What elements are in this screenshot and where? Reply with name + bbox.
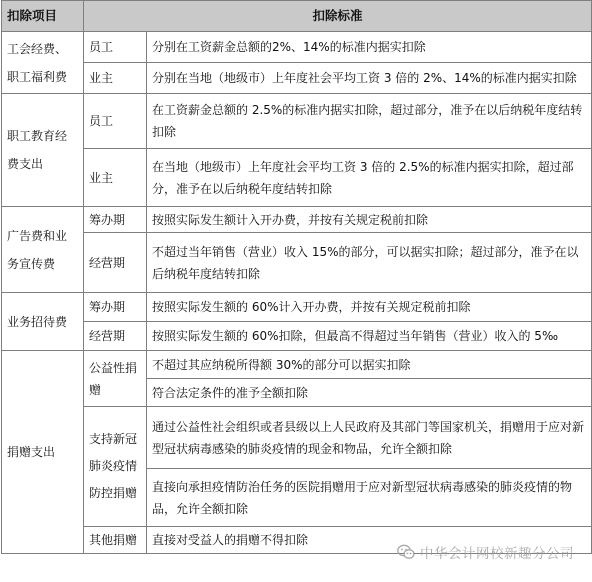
table-row: [2, 63, 592, 94]
watermark: [397, 542, 574, 562]
table-row: [2, 207, 592, 233]
category-cell: 职工教育经费支出: [2, 94, 84, 207]
header-deduction-item: 扣除项目: [2, 1, 84, 32]
table-row: [2, 322, 592, 351]
table-row: [2, 351, 592, 379]
category-cell: 广告费和业务宣传费: [2, 207, 84, 293]
standard-cell: 在工资薪金总额的 2.5%的标准内据实扣除，超过部分，准予在以后纳税年度结转扣除: [147, 94, 592, 149]
table-header-row: [2, 1, 592, 32]
standard-cell: 通过公益性社会组织或者县级以上人民政府及其部门等国家机关，捐赠用于应对新型冠状病毒感染的肺炎疫情的现金和物品，允许全额扣除: [147, 407, 592, 469]
standard-cell: 在当地（地级市）上年度社会平均工资 3 倍的 2.5%的标准内据实扣除，超过部分，准予在以后纳税年度结转扣除: [147, 149, 592, 207]
subcategory-cell: 筹办期: [84, 207, 147, 233]
standard-cell: 按照实际发生额计入开办费，并按有关规定税前扣除: [147, 207, 592, 233]
table-row: [2, 293, 592, 322]
table-row: [2, 149, 592, 207]
standard-cell: 按照实际发生额的 60%扣除，但最高不得超过当年销售（营业）收入的 5‰: [147, 322, 592, 351]
subcategory-cell: 其他捐赠: [84, 527, 147, 554]
subcategory-cell: 筹办期: [84, 293, 147, 322]
subcategory-cell: 员工: [84, 32, 147, 63]
standard-cell: 按照实际发生额的 60%计入开办费，并按有关规定税前扣除: [147, 293, 592, 322]
standard-cell: 分别在当地（地级市）上年度社会平均工资 3 倍的 2%、14%的标准内据实扣除: [147, 63, 592, 94]
subcategory-cell: 业主: [84, 63, 147, 94]
subcategory-cell: 经营期: [84, 322, 147, 351]
standard-cell: 分别在工资薪金总额的2%、14%的标准内据实扣除: [147, 32, 592, 63]
table-row: [2, 233, 592, 293]
table-row: [2, 32, 592, 63]
subcategory-cell: 员工: [84, 94, 147, 149]
header-deduction-standard: 扣除标准: [84, 1, 592, 32]
standard-cell: 直接向承担疫情防治任务的医院捐赠用于应对新型冠状病毒感染的肺炎疫情的物品，允许全额扣除: [147, 469, 592, 527]
wechat-icon: [397, 544, 415, 560]
subcategory-cell: 支持新冠肺炎疫情防控捐赠: [84, 407, 147, 527]
table-row: [2, 94, 592, 149]
subcategory-cell: 业主: [84, 149, 147, 207]
subcategory-cell: 经营期: [84, 233, 147, 293]
standard-cell: 直接对受益人的捐赠不得扣除: [147, 527, 592, 554]
standard-cell: 符合法定条件的准予全额扣除: [147, 379, 592, 407]
watermark-text: 中华会计网校新趣分公司: [420, 546, 574, 562]
standard-cell: 不超过其应纳税所得额 30%的部分可以据实扣除: [147, 351, 592, 379]
deduction-table: [1, 0, 592, 554]
standard-cell: 不超过当年销售（营业）收入 15%的部分，可以据实扣除；超过部分，准予在以后纳税年度结转扣除: [147, 233, 592, 293]
category-cell: 业务招待费: [2, 293, 84, 351]
table-row: [2, 407, 592, 469]
category-cell: 捐赠支出: [2, 351, 84, 554]
subcategory-cell: 公益性捐赠: [84, 351, 147, 407]
category-cell: 工会经费、职工福利费: [2, 32, 84, 94]
